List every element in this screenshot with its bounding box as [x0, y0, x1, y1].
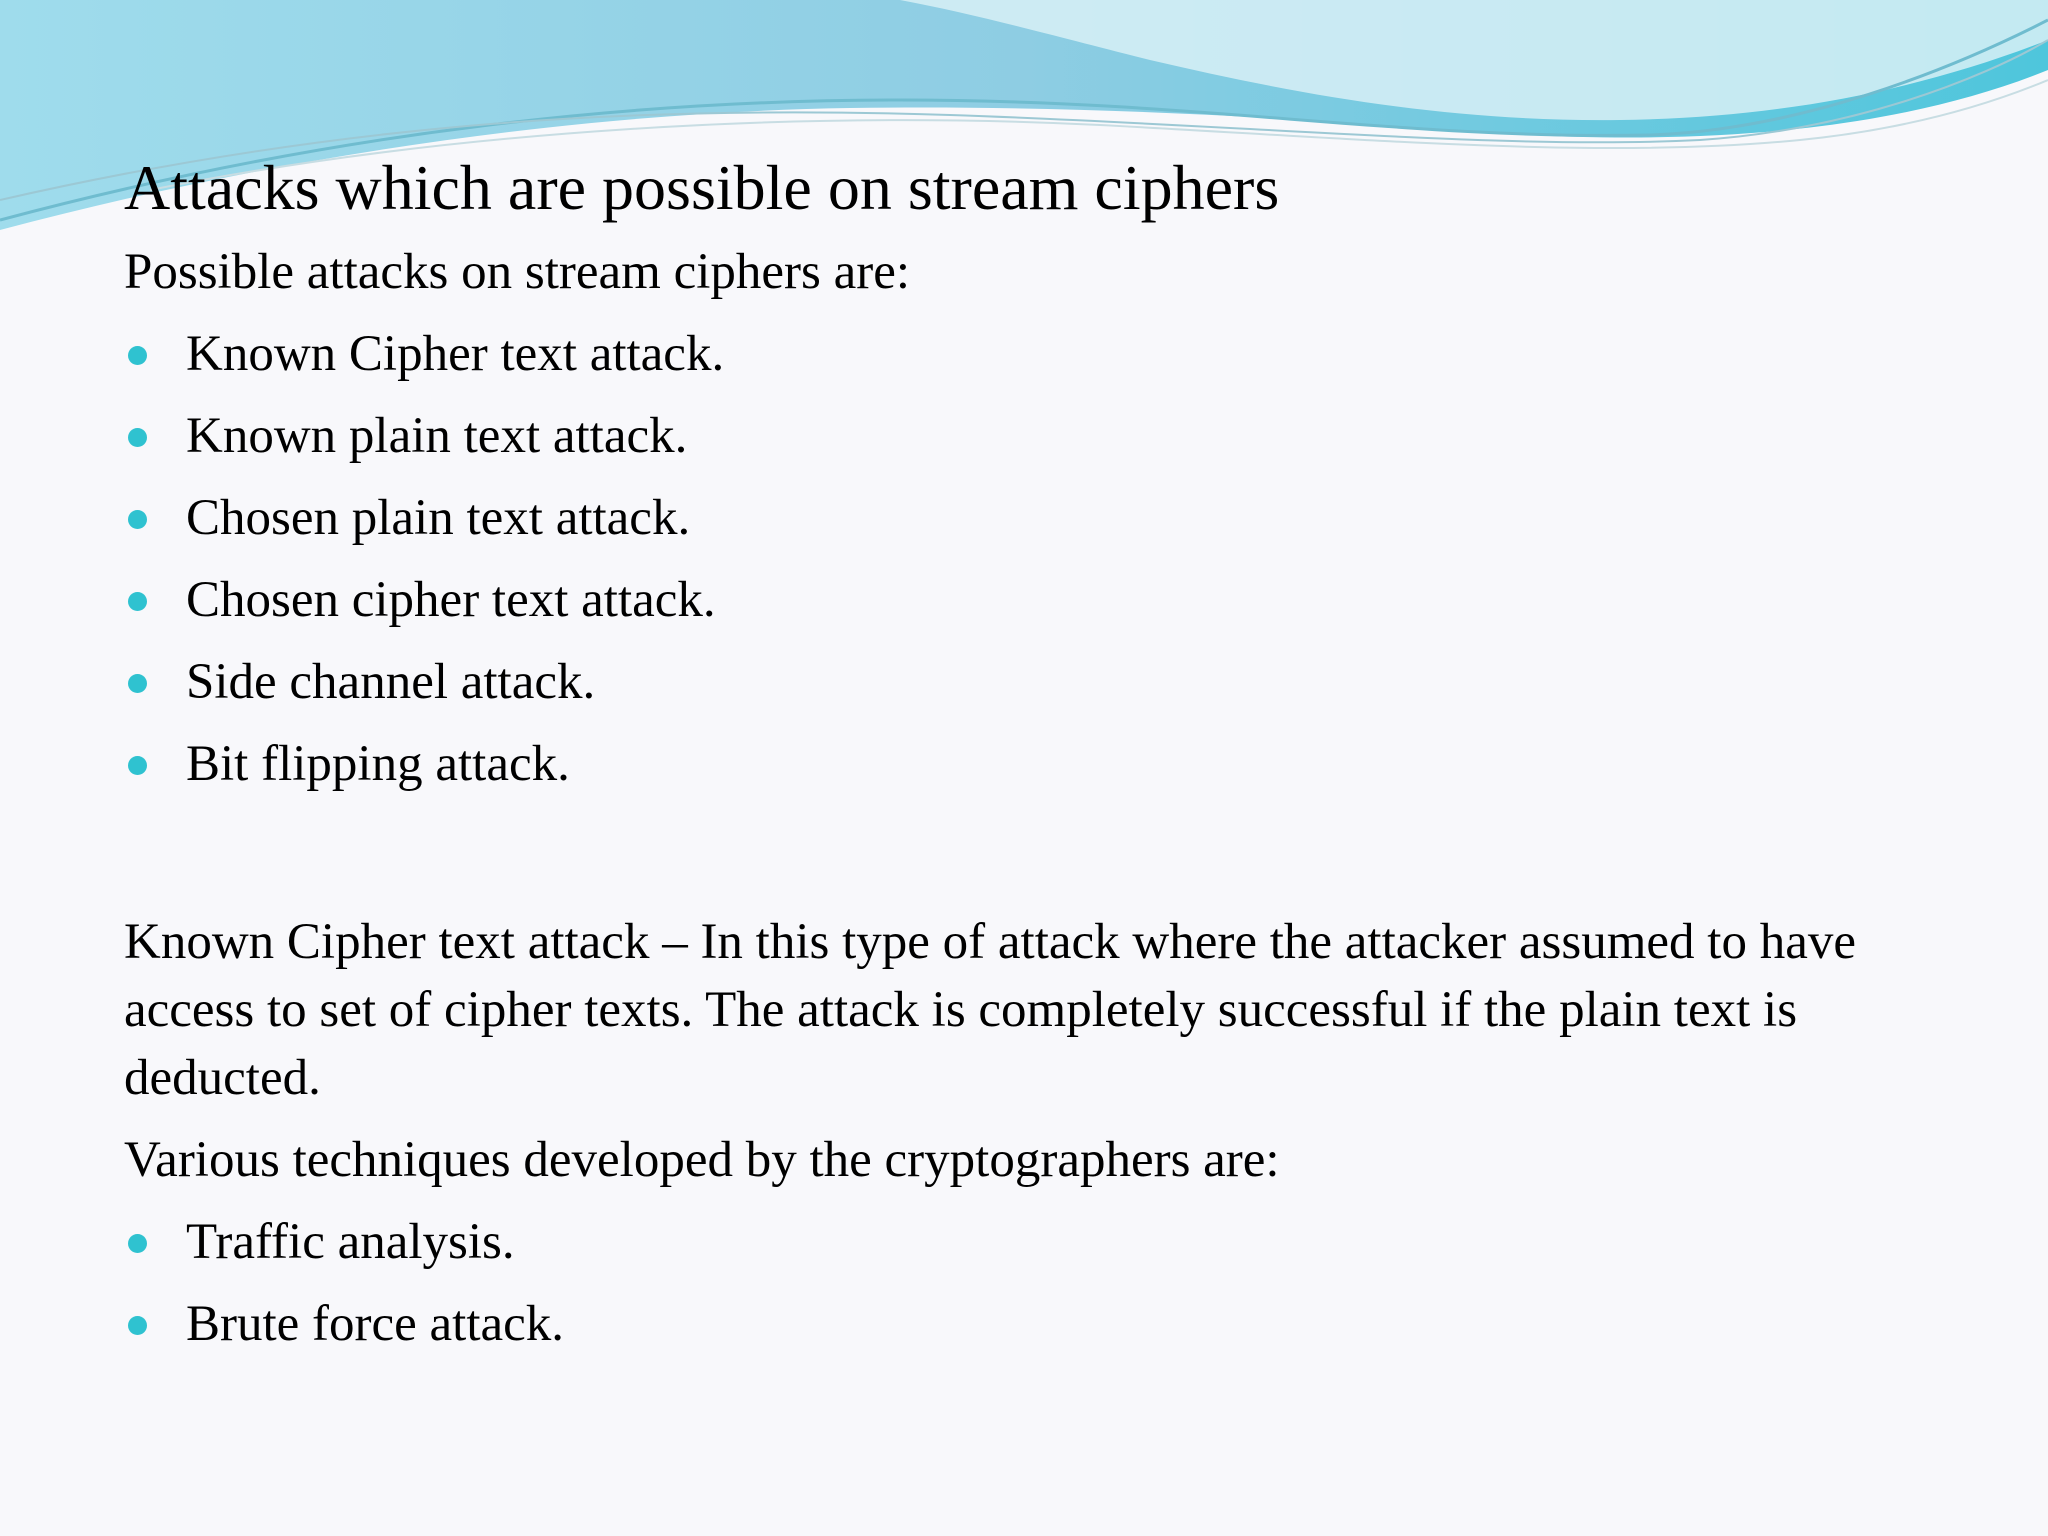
list-item	[124, 566, 1964, 634]
bullet-icon	[128, 592, 147, 611]
attacks-list	[124, 320, 1964, 798]
list-item	[124, 1290, 1964, 1358]
list-item	[124, 730, 1964, 798]
bullet-icon	[128, 756, 147, 775]
bullet-icon	[128, 1234, 147, 1253]
list-item	[124, 484, 1964, 552]
list-item	[124, 1208, 1964, 1276]
list-item	[124, 402, 1964, 470]
bullet-icon	[128, 674, 147, 693]
techniques-intro: Various techniques developed by the cryptographers are:	[124, 1132, 1280, 1188]
bullet-icon	[128, 346, 147, 365]
technique-label: Brute force attack.	[186, 1296, 565, 1352]
bullet-icon	[128, 1316, 147, 1335]
attack-label: Known Cipher text attack.	[186, 326, 725, 382]
techniques-list	[124, 1208, 1964, 1358]
technique-label: Traffic analysis.	[186, 1214, 515, 1270]
attack-description: Known Cipher text attack – In this type of attack where the attacker assumed to have access to set of cipher texts. The attack is completely successful if the plain text is deducted.	[124, 914, 1856, 1106]
attacks-intro: Possible attacks on stream ciphers are:	[124, 244, 911, 300]
bullet-icon	[128, 428, 147, 447]
attack-label: Known plain text attack.	[186, 408, 688, 464]
attack-label: Chosen cipher text attack.	[186, 572, 716, 628]
slide-content	[124, 152, 1964, 1372]
list-item	[124, 320, 1964, 388]
list-item	[124, 648, 1964, 716]
slide-title: Attacks which are possible on stream ciphers	[124, 152, 1280, 223]
section-gap	[124, 812, 1964, 908]
attack-label: Side channel attack.	[186, 654, 596, 710]
attack-label: Bit flipping attack.	[186, 736, 570, 792]
attack-label: Chosen plain text attack.	[186, 490, 691, 546]
bullet-icon	[128, 510, 147, 529]
